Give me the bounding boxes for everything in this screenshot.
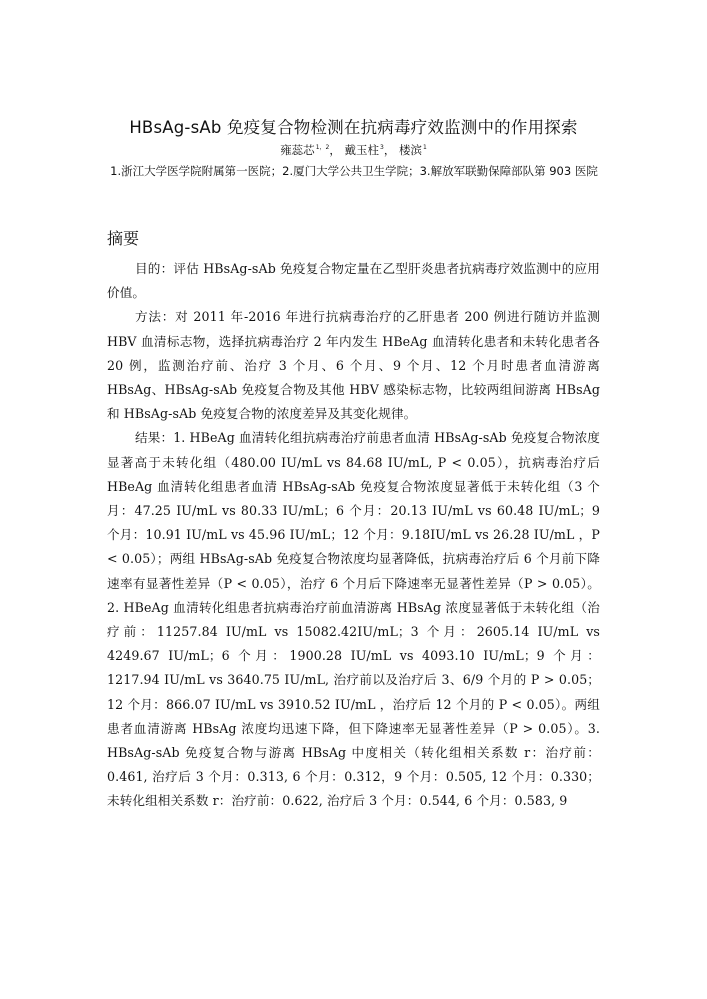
paper-title: HBsAg-sAb 免疫复合物检测在抗病毒疗效监测中的作用探索 <box>129 118 578 137</box>
author-affiliation-marker: 1，2 <box>315 144 330 151</box>
author: 雍蕊芯$^{1,2}$， <box>280 143 341 157</box>
affiliations: 1.浙江大学医学院附属第一医院；2.厦门大学公共卫生学院；3.解放军联勤保障部队第 903 医院 <box>110 164 598 178</box>
section-heading: 摘要 <box>107 229 140 248</box>
author-affiliation-marker: 1 <box>422 144 427 151</box>
author-line <box>0 142 707 158</box>
author-affiliation-marker: 3 <box>379 144 384 151</box>
abstract-paragraph-results: 结果：1. HBeAg 血清转化组抗病毒治疗前患者血清 HBsAg-sAb 免疫复合物浓度显著高于未转化组（480.00 IU/mL vs 84.68 IU/mL, P < 0.05），抗病毒治疗后 HBeAg 血清转化组患者血清 HBsAg-sAb 免疫复合物浓度显著低于未转化组（3 个月：47.25 IU/mL vs 80.33 IU/mL；6 个月：20.13 IU/mL vs 60.48 IU/mL；9 个月：10.91 IU/mL vs 45.96 IU/mL；12 个月：9.18IU/mL vs 26.28 IU/mL ，P < 0.05）；两组 HBsAg-sAb 免疫复合物浓度均显著降低，抗病毒治疗后 6 个月前下降速率有显著性差异（P < 0.05），治疗 6 个月后下降速率无显著性差异（P > 0.05）。2. HBeAg 血清转化组患者抗病毒治疗前血清游离 HBsAg 浓度显著低于未转化组（治疗前：11257.84 IU/mL vs 15082.42IU/mL；3 个月：2605.14 IU/mL vs 4249.67 IU/mL；6 个月：1900.28 IU/mL vs 4093.10 IU/mL；9 个月：1217.94 IU/mL vs 3640.75 IU/mL, 治疗前以及治疗后 3、6/9 个月的 P > 0.05；12 个月：866.07 IU/mL vs 3910.52 IU/mL ，治疗后 12 个月的 P < 0.05）。两组患者血清游离 HBsAg 浓度均迅速下降，但下降速率无显著性差异（P > 0.05）。3. HBsAg-sAb 免疫复合物与游离 HBsAg 中度相关（转化组相关系数 r：治疗前：0.461, 治疗后 3 个月：0.313, 6 个月：0.312，9 个月：0.505, 12 个月：0.330；未转化组相关系数 r：治疗前：0.622, 治疗后 3 个月：0.544, 6 个月：0.583, 9 <box>107 430 600 809</box>
abstract-paragraph-objective: 目的：评估 HBsAg-sAb 免疫复合物定量在乙型肝炎患者抗病毒疗效监测中的应用价值。 <box>107 261 600 301</box>
author: 楼滨$^1$ <box>398 143 427 157</box>
abstract-paragraph-methods: 方法：对 2011 年-2016 年进行抗病毒治疗的乙肝患者 200 例进行随访并监测 HBV 血清标志物，选择抗病毒治疗 2 年内发生 HBeAg 血清转化患者和未转化患者各 20 例，监测治疗前、治疗 3 个月、6 个月、9 个月、12 个月时患者血清游离 HBsAg、HBsAg-sAb 免疫复合物及其他 HBV 感染标志物，比较两组间游离 HBsAg 和 HBsAg-sAb 免疫复合物的浓度差异及其变化规律。 <box>107 309 600 422</box>
abstract-body <box>107 257 600 814</box>
author: 戴玉柱$^3$， <box>344 143 396 157</box>
